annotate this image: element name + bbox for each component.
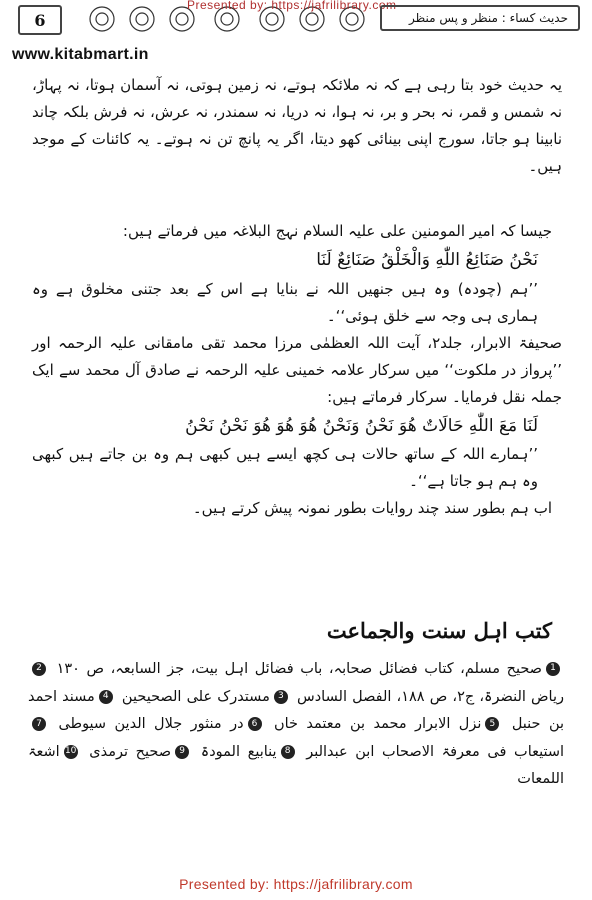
page-number: 6 [18, 5, 62, 35]
reference-number: 2 [32, 662, 46, 676]
reference-item: 3مستدرک علی الصحیحین [122, 689, 292, 705]
top-watermark: Presented by: https://jafrilibrary.com [187, 0, 397, 12]
reference-number: 5 [485, 717, 499, 731]
reference-item: 9صحیح ترمذی [89, 744, 193, 760]
reference-number: 6 [248, 717, 262, 731]
reference-item: 4مسند احمد بن حنبل [28, 688, 565, 733]
running-title: حدیث کساء : منظر و پس منظر [380, 5, 580, 31]
paragraph-sahifa: صحیفۃ الابرار، جلد۲، آیت اللہ العظمٰی مرزا محمد تقی مامقانی علیہ الرحمہ اور ’’پرواز در ملکوت‘‘ میں سرکار علامہ خمینی علیہ الرحمہ نے صادق آل محمد سے ایک جملہ نقل فرمایا۔ سرکار فرماتے ہیں: [32, 333, 562, 406]
site-url: www.kitabmart.in [12, 46, 149, 63]
reference-number: 9 [175, 745, 189, 759]
paragraph-sanad: اب ہم بطور سند چند روایات بطور نمونہ پیش کرتے ہیں۔ [192, 499, 552, 518]
arabic-quote-1: نَحْنُ صَنَائِعُ اللّٰهِ وَالْخَلْقُ صَنَائِعٌ لَنَا [316, 250, 538, 270]
reference-number: 8 [281, 745, 295, 759]
main-text [32, 72, 562, 180]
page-header [12, 2, 580, 36]
reference-item: 1صحیح مسلم، کتاب فضائل صحابہ، باب فضائل اہل بیت، جز السابعہ، ص ۱۳۰ [57, 661, 564, 677]
reference-item: 10اشعۃ اللمعات [28, 743, 564, 788]
reference-number: 7 [32, 717, 46, 731]
reference-item: 2ریاض النضرۃ، ج۲، ص ۱۸۸، الفصل السادس [28, 661, 564, 705]
reference-number: 10 [64, 745, 78, 759]
reference-number: 3 [274, 690, 288, 704]
paragraph-intro: یہ حدیث خود بتا رہی ہے کہ نہ ملائکہ ہوتے، نہ زمین ہوتی، نہ آسمان ہوتا، نہ پہاڑ، نہ شمس و قمر، نہ بحر و بر، نہ ہوا، نہ دریا، نہ سمندر، نہ عرش، نہ فرش بلکہ چاند نابینا ہو جاتا، سورج اپنی بینائی کھو دیتا، اگر یہ پانچ تن نہ ہوتے۔ یہ کائنات کے موجد ہیں۔ [32, 76, 562, 175]
paragraph-nahj: جیسا کہ امیر المومنین علی علیہ السلام نہج البلاغہ میں فرماتے ہیں: [122, 222, 552, 240]
arabic-quote-2: لَنَا مَعَ اللّٰهِ حَالَاتٌ هُوَ نَحْنُ وَنَحْنُ هُوَ هُوَ هُوَ نَحْنُ نَحْنُ [185, 415, 538, 436]
reference-item: 7استیعاب فی معرفۃ الاصحاب ابن عبدالبر [28, 716, 564, 760]
reference-number: 4 [99, 690, 113, 704]
quotes-block [32, 218, 562, 522]
reference-item: 6در منثور جلال الدین سیوطی [58, 716, 265, 732]
reference-item: 5نزل الابرار محمد بن معتمد خاں [274, 716, 503, 732]
references-list [28, 656, 564, 794]
translation-1: ’’ہم (چودہ) وہ ہیں جنھیں اللہ نے بنایا ہے اس کے بعد جتنی مخلوق ہے وہ ہماری ہی وجہ سے خلق ہوئی‘‘۔ [32, 279, 538, 325]
translation-2: ’’ہمارے اللہ کے ساتھ حالات ہی کچھ ایسے ہیں کبھی ہم وہ بن جاتے ہیں کبھی وہ ہم ہو جاتا ہے‘‘۔ [32, 445, 538, 491]
footer-watermark[interactable]: Presented by: https://jafrilibrary.com [179, 876, 413, 892]
section-heading: کتب اہل سنت والجماعت [326, 618, 552, 643]
reference-item: 8ینابیع المودۃ [201, 744, 299, 760]
reference-number: 1 [546, 662, 560, 676]
